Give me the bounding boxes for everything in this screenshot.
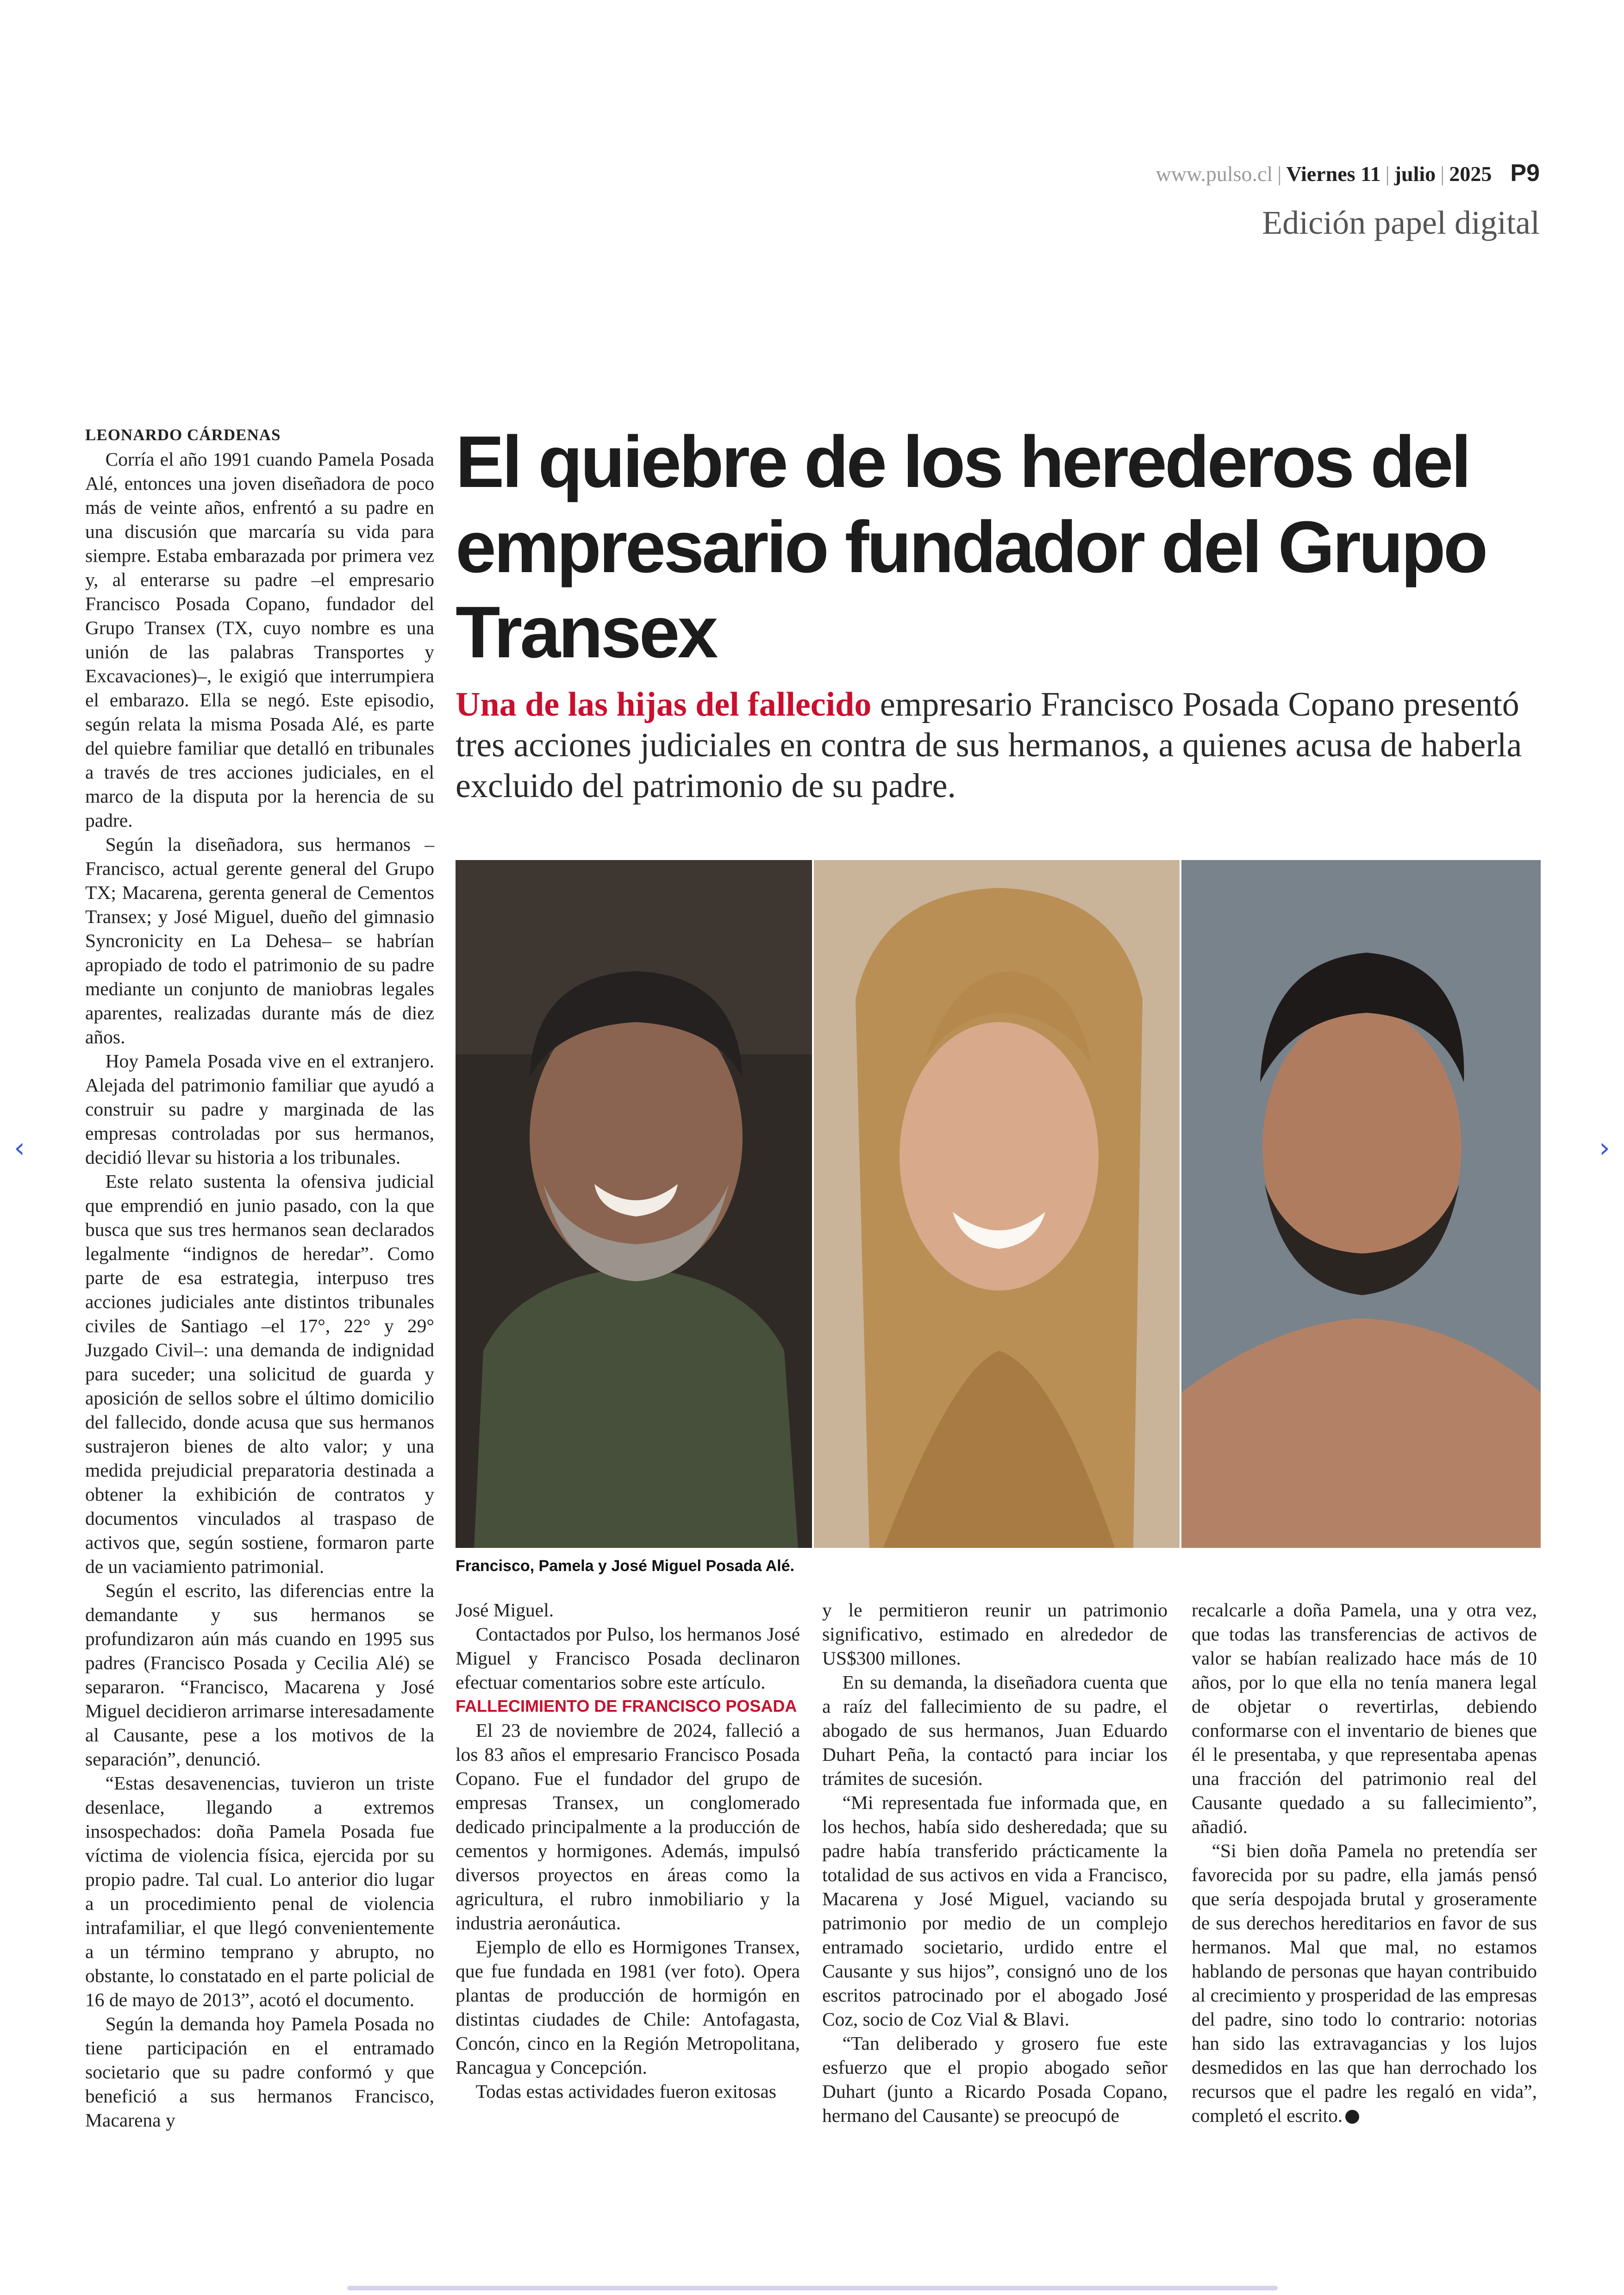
paragraph: Ejemplo de ello es Hormigones Transex, que fue fundada en 1981 (ver foto). Opera plantas de producción de hormigón en distintas ciudades de Chile: Antofagasta, Concón, cinco en la Región Metropolitana, Rancagua y Concepción. (456, 1936, 800, 2078)
paragraph: Según la diseñadora, sus hermanos –Francisco, actual gerente general del Grupo TX; Macarena, gerenta general de Cementos Transex; y José Miguel, dueño del gimnasio Syncronicity en La Dehesa– se habrían apropiado de todo el patrimonio de su padre mediante un conjunto de maniobras legales aparentes, realizadas durante más de diez años. (85, 834, 434, 1048)
paragraph: En su demanda, la diseñadora cuenta que a raíz del fallecimiento de su padre, el abogado de sus hermanos, Juan Eduardo Duhart Peña, la contactó para inciar los trámites de sucesión. (822, 1671, 1168, 1789)
site-url[interactable]: www.pulso.cl (1156, 162, 1273, 186)
paragraph: Según la demanda hoy Pamela Posada no tiene participación en el entramado societario que su padre conformó y que benefició a sus hermanos Francisco, Macarena y (85, 2013, 434, 2131)
photo-pamela (814, 860, 1180, 1548)
byline: LEONARDO CÁRDENAS (85, 426, 281, 444)
paragraph: Contactados por Pulso, los hermanos José Miguel y Francisco Posada declinaron efectuar comentarios sobre este artículo. (456, 1623, 800, 1693)
page-header: www.pulso.cl | Viernes 11 | julio | 2025 P9 (1156, 160, 1540, 187)
paragraph: José Miguel. (456, 1599, 554, 1621)
date-day: Viernes 11 (1286, 162, 1381, 186)
date-month: julio (1394, 162, 1436, 186)
chevron-right-icon[interactable]: › (1599, 1132, 1610, 1164)
text-column-4 (1192, 1598, 1537, 2127)
edition-label: Edición papel digital (1262, 204, 1540, 241)
paragraph: y le permitieron reunir un patrimonio significativo, estimado en alrededor de US$300 millones. (822, 1599, 1168, 1669)
date-year: 2025 (1449, 162, 1492, 186)
deck-rest: empresario Francisco Posada Copano presentó tres acciones judiciales en contra de sus hermanos, a quienes acusa de haberla excluido del patrimonio de su padre. (456, 686, 1522, 805)
paragraph-text: “Si bien doña Pamela no pretendía ser favorecida por su padre, ella jamás pensó que sería despojada brutal y groseramente de sus derechos hereditarios en favor de sus hermanos. Mal que mal, no estamos hablando de personas que hayan contribuido al crecimiento y prosperidad de las empresas del padre, sino todo lo contrario: notorias han sido las extravagancias y los lujos desmedidos en las que han derrochado los recursos que el padre les regaló en vida”, completó el escrito. (1192, 1840, 1537, 2126)
paragraph: Corría el año 1991 cuando Pamela Posada Alé, entonces una joven diseñadora de poco más de veinte años, enfrentó a su padre en una discusión que marcaría su vida para siempre. Estaba embarazada por primera vez y, al enterarse su padre –el empresario Francisco Posada Copano, fundador del Grupo Transex (TX, cuyo nombre es una unión de las palabras Transportes y Excavaciones)–, le exigió que interrumpiera el embarazo. Ella se negó. Este episodio, según relata la misma Posada Alé, es parte del quiebre familiar que detalló en tribunales a través de tres acciones judiciales, en el marco de la disputa por la herencia de su padre. (85, 449, 434, 831)
photo-jose-miguel (1181, 860, 1541, 1548)
paragraph: Este relato sustenta la ofensiva judicial que emprendió en junio pasado, con la que busca que sus tres hermanos sean declarados legalmente “indignos de heredar”. Como parte de esa estrategia, interpuso tres acciones judiciales ante distintos tribunales civiles de Santiago –el 17°, 22° y 29° Juzgado Civil–: una demanda de indignidad para suceder; una solicitud de guarda y aposición de sellos sobre el último domicilio del fallecido, donde acusa que sus hermanos sustrajeron bienes de alto valor; y una medida prejudicial preparatoria destinada a obtener la exhibición de contratos y documentos vinculados al traspaso de activos que, según sostiene, formaron parte de un vaciamiento patrimonial. (85, 1171, 434, 1577)
paragraph: El 23 de noviembre de 2024, falleció a los 83 años el empresario Francisco Posada Copano. Fue el fundador del grupo de empresas Transex, un conglomerado dedicado principalmente a la producción de cementos y hormigones. Además, impulsó diversos proyectos en áreas como la agricultura, el rubro inmobiliario y la industria aeronáutica. (456, 1720, 800, 1933)
text-column-3 (822, 1598, 1168, 2127)
paragraph: Todas estas actividades fueron exitosas (475, 2081, 776, 2102)
paragraph: recalcarle a doña Pamela, una y otra vez, que todas las transferencias de activos de valor se habían realizado hace más de 10 años, por lo que ella no tenía manera legal de objetar o revertirlas, debiendo conformarse con el inventario de bienes que él le presentaba, y que representaba apenas una fracción del patrimonio real del Causante quedado a su fallecimiento”, añadió. (1192, 1599, 1537, 1837)
section-subhead: FALLECIMIENTO DE FRANCISCO POSADA (456, 1696, 797, 1715)
paragraph: “Mi representada fue informada que, en los hechos, había sido desheredada; que su padre había transferido prácticamente la totalidad de sus activos en vida a Francisco, Macarena y José Miguel, vaciando su patrimonio por medio de un complejo entramado societario, urdido entre el Causante y sus hijos”, consignó uno de los escritos patrocinado por el abogado José Coz, socio de Coz Vial & Blavi. (822, 1792, 1168, 2030)
paragraph: “Tan deliberado y grosero fue este esfuerzo que el propio abogado señor Duhart (junto a Ricardo Posada Copano, hermano del Causante) se preocupó de (822, 2033, 1168, 2126)
headline: El quiebre de los herederos del empresario fundador del Grupo Transex (456, 421, 1486, 673)
page-number: P9 (1510, 160, 1540, 187)
text-column-1 (85, 423, 434, 2132)
paragraph: “Estas desavenencias, tuvieron un triste desenlace, llegando a extremos insospechados: doña Pamela Posada fue víctima de violencia física, ejercida por su propio padre. Tal cual. Lo anterior dio lugar a un procedimiento penal de violencia intrafamiliar, el que llegó convenientemente a un término temprano y abrupto, no obstante, lo constatado en el parte policial de 16 de mayo de 2013”, acotó el documento. (85, 1772, 434, 2010)
deck-lead: Una de las hijas del fallecido (456, 686, 872, 723)
text-column-2 (456, 1598, 800, 2103)
paragraph: Hoy Pamela Posada vive en el extranjero. Alejada del patrimonio familiar que ayudó a construir su padre y marginada de las empresas controladas por sus hermanos, decidió llevar su historia a los tribunales. (85, 1050, 434, 1168)
horizontal-scrollbar[interactable] (347, 2286, 1278, 2290)
chevron-left-icon[interactable]: ‹ (14, 1132, 25, 1164)
deck (456, 684, 1548, 806)
paragraph: Según el escrito, las diferencias entre la demandante y sus hermanos se profundizaron aún más cuando en 1995 sus padres (Francisco Posada y Cecilia Alé) se separaron. “Francisco, Macarena y José Miguel decidieron arrimarse interesadamente al Causante, pese a los motivos de la separación”, denunció. (85, 1580, 434, 1770)
paragraph (1192, 1839, 1537, 2127)
end-mark-icon (1345, 2110, 1359, 2124)
photo-caption: Francisco, Pamela y José Miguel Posada Alé. (456, 1557, 794, 1575)
photo-francisco (456, 860, 812, 1548)
